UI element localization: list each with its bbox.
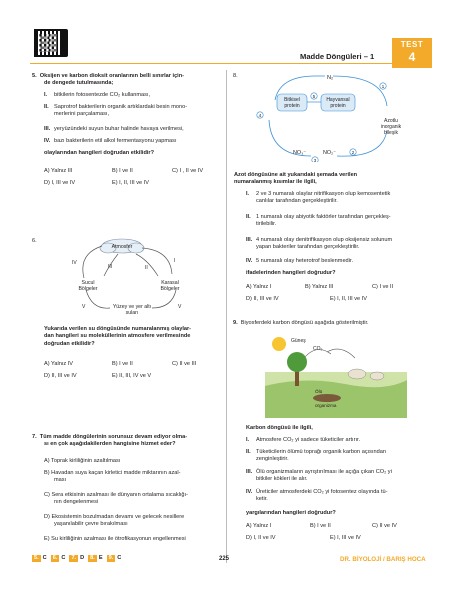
question-8-number: 8. bbox=[233, 73, 238, 79]
terrestrial-label-2: Bölgeler bbox=[160, 286, 180, 292]
groundwater-label-2: suları bbox=[125, 310, 139, 316]
num-1: 1 bbox=[381, 85, 385, 90]
question-stem-line: Oksijen ve karbon dioksit oranlarının belli sınırlar için- bbox=[39, 73, 185, 79]
brand-label: DR. BİYOLOJİ / BARIŞ HOCA bbox=[340, 556, 426, 563]
q9-lead: Karbon döngüsü ile ilgili, bbox=[246, 425, 313, 431]
svg-text:protein: protein bbox=[284, 103, 300, 109]
q9-item-4: IV. Üreticiler atmosferdeki CO₂ yi fotosentez olayında tü- ketir. bbox=[246, 489, 388, 503]
q7-option-a[interactable]: A) Toprak kirliliğinin azaltılması bbox=[44, 458, 121, 464]
q8-item-1: I. 2 ve 3 numaralı olaylar nitrifikasyon olup kemosentetik canlılar tarafından gerçekleştirilir. bbox=[246, 191, 391, 205]
svg-text:protein: protein bbox=[330, 103, 346, 109]
label-II: II bbox=[145, 265, 148, 271]
svg-text:Hayvansal: Hayvansal bbox=[326, 97, 350, 103]
question-5 bbox=[32, 73, 222, 88]
test-number: 4 bbox=[408, 49, 416, 64]
label-IV: IV bbox=[72, 260, 77, 266]
q8-option-a[interactable]: A) Yalnız I bbox=[246, 284, 272, 290]
q6-option-b[interactable]: B) I ve II bbox=[112, 361, 133, 367]
q5-option-b[interactable]: B) I ve II bbox=[112, 168, 133, 174]
q8-option-e[interactable]: E) I, II, III ve IV bbox=[330, 296, 367, 302]
q7-option-d[interactable]: D) Ekosistemin bozulmadan devamı ve gelecek nesillere yaşanılabilir çevre bırakılması bbox=[44, 514, 185, 528]
q8-option-d[interactable]: D) II, III ve IV bbox=[246, 296, 279, 302]
q6-option-a[interactable]: A) Yalnız IV bbox=[44, 361, 74, 367]
svg-text:Bitkisel: Bitkisel bbox=[284, 97, 300, 103]
q7-option-e[interactable]: E) Su kirliliğinin azalması ile ötrofikasyonun engellenmesi bbox=[44, 536, 186, 542]
atmosphere-label: Atmosfer bbox=[111, 244, 133, 250]
q6-option-c[interactable]: C) II ve III bbox=[172, 361, 197, 367]
q8-question: ifadelerinden hangileri doğrudur? bbox=[246, 270, 336, 276]
question-stem-line: de dengede tutulmasında; bbox=[44, 80, 114, 87]
label-III: III bbox=[108, 264, 113, 270]
qr-tab-icon bbox=[62, 29, 68, 57]
q5-item-3: III. yeryüzündeki suyun buhar halinde havaya verilmesi, bbox=[44, 126, 184, 132]
q8-option-c[interactable]: C) I ve II bbox=[372, 284, 394, 290]
page-number: 225 bbox=[219, 556, 230, 562]
answer-key bbox=[32, 555, 125, 562]
label-I: I bbox=[174, 258, 176, 264]
dead-organism-label-2: organizma bbox=[315, 403, 337, 408]
q6-option-d[interactable]: D) II, III ve IV bbox=[44, 373, 77, 379]
no3-label: NO₃⁻ bbox=[293, 150, 307, 156]
q9-item-3: III. Ölü organizmaların ayrıştırılması ile açığa çıkan CO₂ yi bitkiler kökleri ile alır. bbox=[246, 469, 392, 483]
arrow-V-left bbox=[86, 290, 110, 308]
aquatic-label-2: Bölgeler bbox=[78, 286, 98, 292]
question-7: 7. Tüm madde döngülerinin sorunsuz devam ediyor olma- sı en çok aşağıdakilerden hangisine hizmet eder? bbox=[32, 434, 188, 448]
q5-item-4: IV. bazı bakterilerin etil alkol fermentasyonu yapması bbox=[44, 138, 177, 144]
n2-label: N₂ bbox=[327, 75, 334, 81]
q9-option-a[interactable]: A) Yalnız I bbox=[246, 523, 272, 529]
sun-icon bbox=[272, 337, 286, 351]
q9-item-2: II. Tüketicilerin ölümü toprağı organik karbon açısından zenginleştirir. bbox=[246, 449, 386, 463]
q6-option-e[interactable]: E) II, III, IV ve V bbox=[112, 373, 152, 379]
q5-option-c[interactable]: C) I , II ve IV bbox=[172, 168, 204, 174]
answer-key-item: 9. C bbox=[108, 555, 122, 561]
num-2: 2 bbox=[351, 151, 355, 156]
organic-label-2: inorganik bbox=[380, 124, 402, 130]
q9-option-b[interactable]: B) I ve II bbox=[310, 523, 331, 529]
q9-item-1: I. Atmosfere CO₂ yi sadece tüketiciler artırır. bbox=[246, 437, 361, 443]
num-3: 3 bbox=[313, 159, 317, 162]
q8-item-3: III. 4 numaralı olay denitrifikasyon olup oksijensiz solunum yapan bakteriler tarafından gerçekleştirilir. bbox=[246, 237, 393, 251]
answer-key-item: 8. E bbox=[90, 555, 103, 561]
q5-option-e[interactable]: E) I, II, III ve IV bbox=[112, 180, 149, 186]
question-number: 5. bbox=[32, 73, 37, 79]
q8-option-b[interactable]: B) Yalnız III bbox=[305, 284, 334, 290]
q5-question: olaylarından hangileri doğrudan etkilidir? bbox=[44, 150, 155, 156]
q9-option-d[interactable]: D) I, II ve IV bbox=[246, 535, 276, 541]
label-V-left: V bbox=[82, 304, 86, 310]
header-rule bbox=[30, 63, 392, 64]
q9-option-c[interactable]: C) II ve IV bbox=[372, 523, 397, 529]
q5-option-d[interactable]: D) I, III ve IV bbox=[44, 180, 76, 186]
aquatic-label-1: Sucul bbox=[81, 280, 95, 286]
sun-label: Güneş bbox=[291, 338, 306, 344]
q7-option-b[interactable]: B) Havadan suya kaçan kirletici madde miktarının azal- ması bbox=[44, 470, 181, 484]
answer-key-item: 5. C bbox=[34, 555, 47, 561]
water-cycle-diagram bbox=[60, 236, 210, 326]
q8-item-2: II. 1 numaralı olay abiyotik faktörler tarafından gerçekleş- tirilebilir. bbox=[246, 214, 391, 228]
q8-item-4: IV. 5 numaralı olay heterotrof beslenmedir. bbox=[246, 258, 354, 264]
q5-item-1: I. bitkilerin fotosentezde CO₂ kullanması, bbox=[44, 92, 151, 98]
dead-organism-icon bbox=[313, 394, 341, 402]
qr-code[interactable] bbox=[34, 29, 62, 57]
answer-key-item: 7. D bbox=[71, 555, 85, 561]
page-title: Madde Döngüleri – 1 bbox=[300, 52, 375, 61]
q5-option-a[interactable]: A) Yalnız III bbox=[44, 168, 73, 174]
test-label: TEST bbox=[400, 40, 424, 49]
test-badge bbox=[392, 38, 432, 68]
answer-key-item: 6. C bbox=[52, 555, 66, 561]
label-V-right: V bbox=[178, 304, 182, 310]
num-5: 5 bbox=[312, 95, 316, 100]
no2-label: NO₂⁻ bbox=[323, 150, 337, 156]
q6-stem: Yukarıda verilen su döngüsünde numaralanmış olaylar- dan hangileri su moleküllerinin atmosfere verilmesinde doğrudan etkilidir? bbox=[44, 326, 192, 347]
q5-item-2: II. Saprotrof bakterilerin organik artıklardaki besin mono- merlerini parçalaması, bbox=[44, 104, 188, 118]
question-9: 9. Biyosferdeki karbon döngüsü aşağıda gösterilmiştir. bbox=[233, 320, 369, 326]
column-divider bbox=[226, 70, 227, 563]
q8-stem: Azot döngüsüne ait yukarıdaki şemada verilen numaralanmış kısımlar ile ilgili, bbox=[234, 172, 358, 186]
arrow-V-right bbox=[152, 290, 176, 308]
terrestrial-label-1: Karasal bbox=[161, 280, 179, 286]
co2-label: CO₂ bbox=[313, 346, 323, 352]
question-6-number: 6. bbox=[32, 238, 37, 244]
q7-option-c[interactable]: C) Sera etkisinin azalması ile dünyanın ortalama sıcaklığı- nın dengelenmesi bbox=[44, 492, 188, 506]
q9-question: yargılarından hangileri doğrudur? bbox=[246, 510, 336, 516]
organic-label-1: Azotlu bbox=[384, 118, 398, 124]
organic-label-3: bileşik bbox=[384, 130, 398, 136]
dead-organism-label-1: Ölü bbox=[315, 389, 323, 394]
q9-option-e[interactable]: E) I, III ve IV bbox=[330, 535, 361, 541]
nitrogen-cycle-diagram bbox=[255, 70, 405, 162]
groundwater-label-1: Yüzey ve yer altı bbox=[112, 304, 152, 310]
arrow-IV bbox=[83, 246, 102, 278]
num-4: 4 bbox=[258, 114, 262, 119]
carbon-cycle-diagram bbox=[265, 332, 407, 418]
